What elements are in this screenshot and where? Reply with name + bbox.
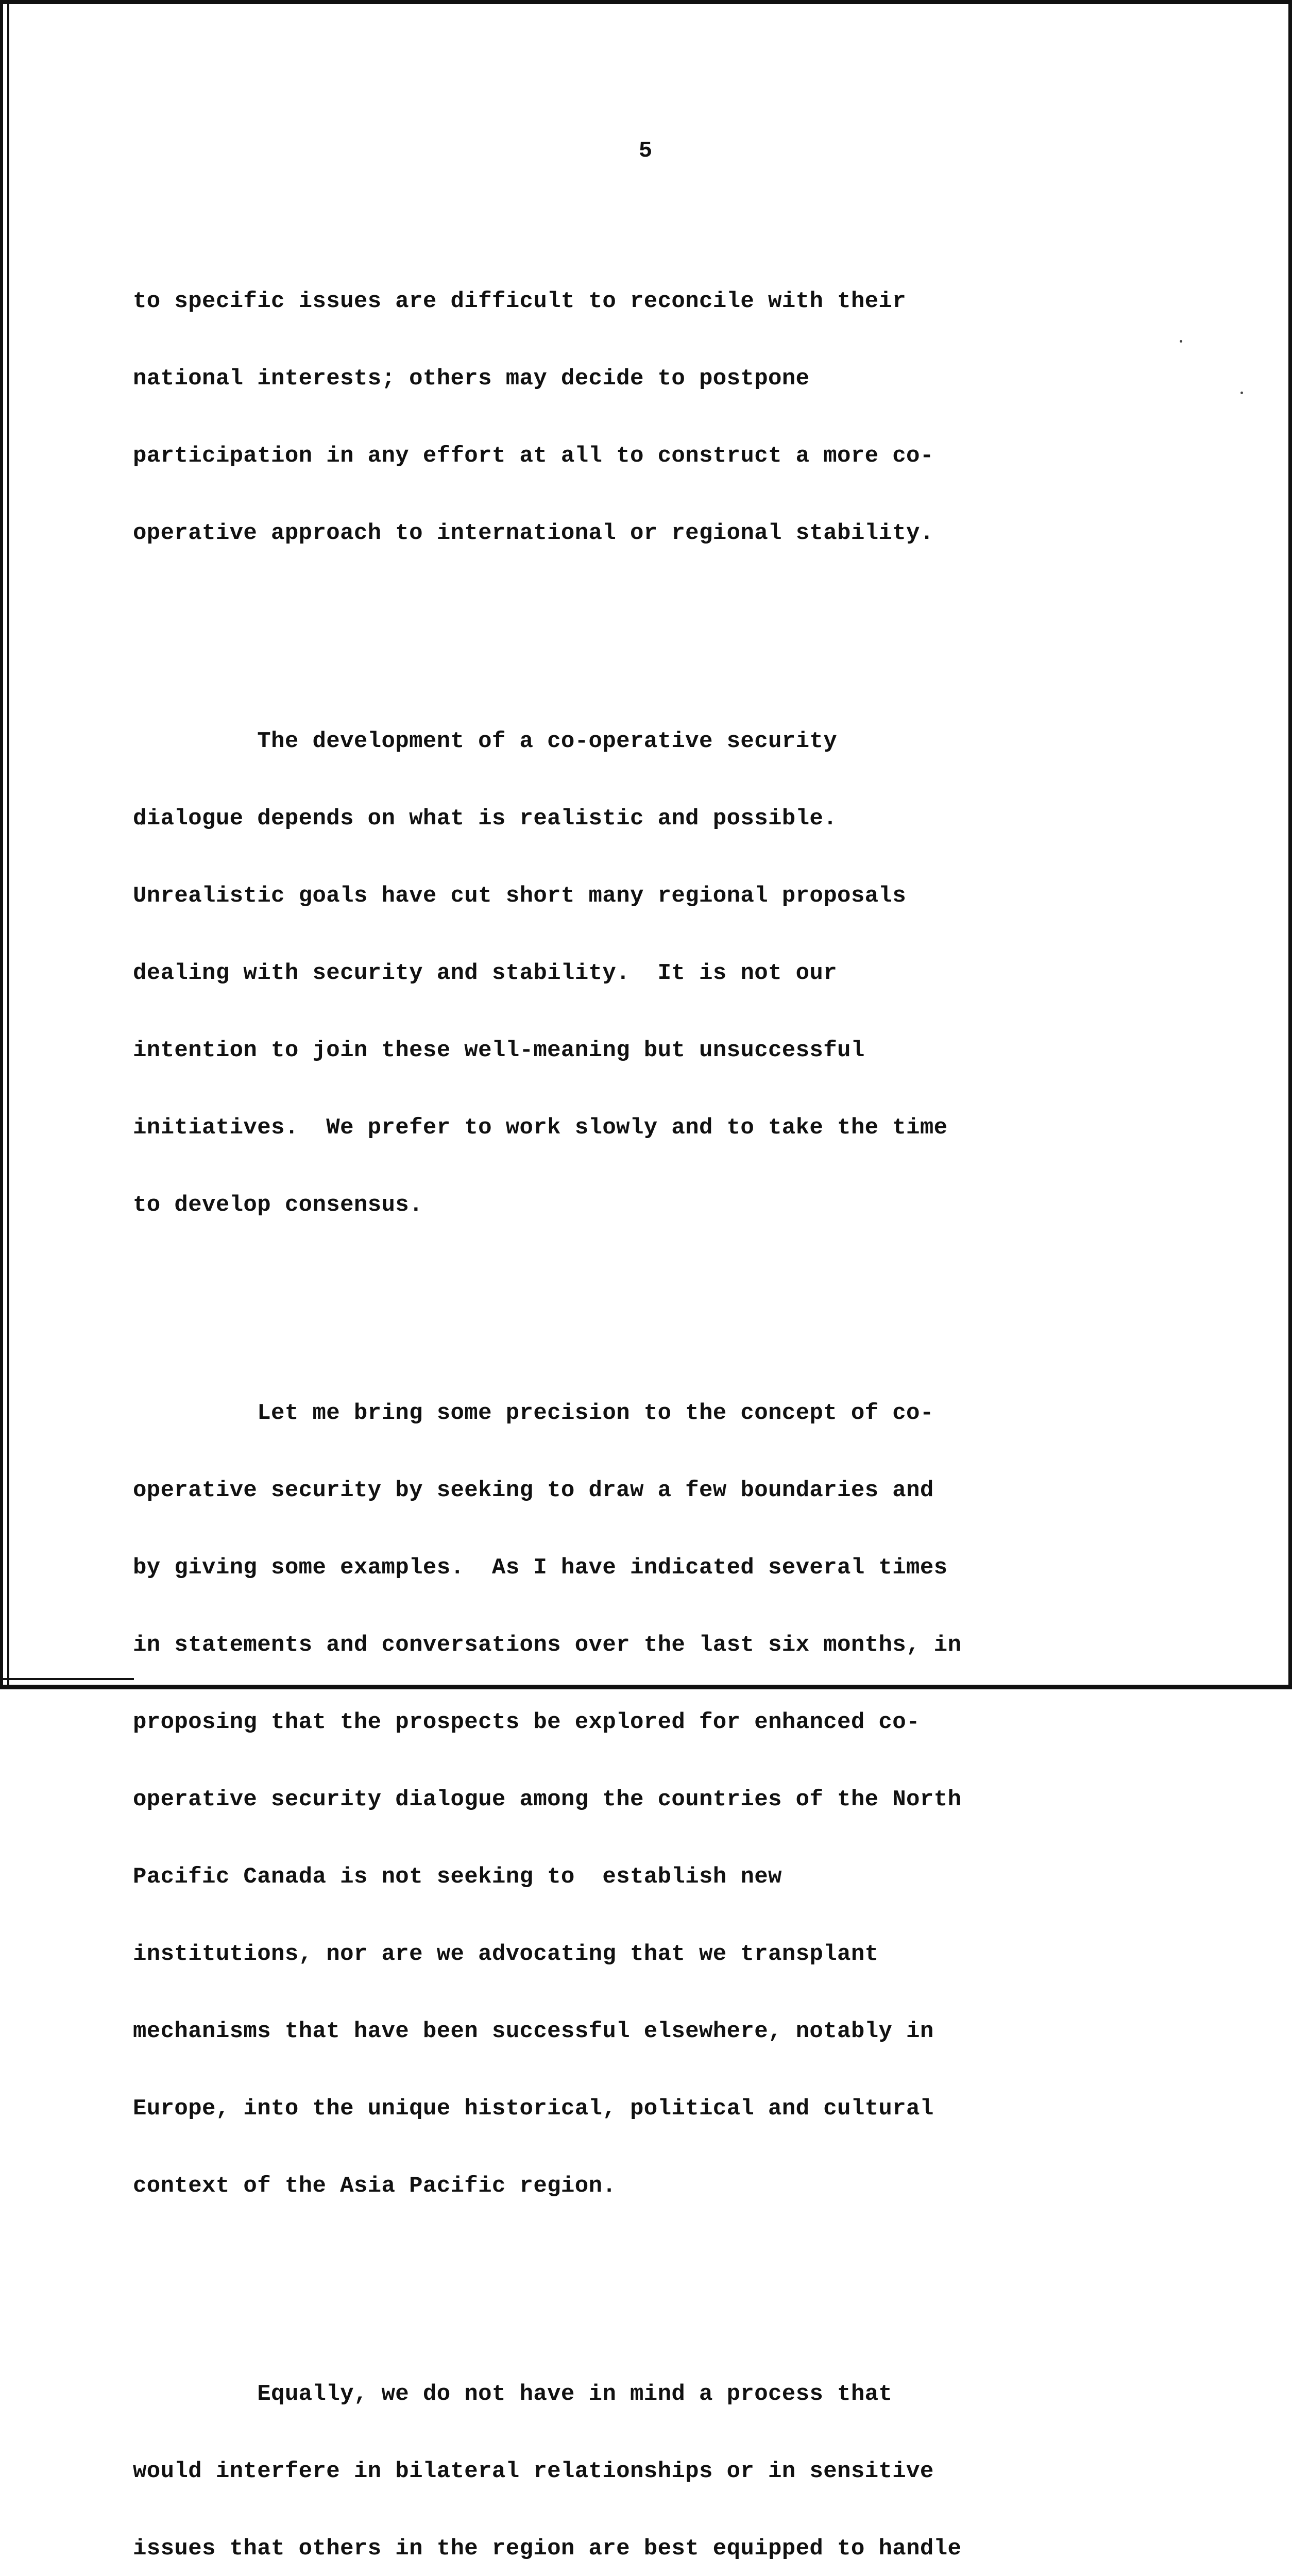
page-border-right <box>1288 0 1292 1689</box>
text-line: proposing that the prospects be explored for enhanced co- <box>133 1709 920 1735</box>
page-corner-mark <box>0 1678 134 1680</box>
document-body <box>133 185 1112 2576</box>
paragraph <box>133 677 1112 1269</box>
text-line: Let me bring some precision to the concept of co- <box>133 1400 934 1426</box>
text-line: in statements and conversations over the last six months, in <box>133 1632 962 1658</box>
text-line: issues that others in the region are best equipped to handle <box>133 2536 962 2562</box>
text-line: dealing with security and stability. It is not our <box>133 960 838 986</box>
paragraph <box>133 2330 1112 2576</box>
text-line: to develop consensus. <box>133 1192 423 1218</box>
text-line: participation in any effort at all to construct a more co- <box>133 443 934 469</box>
text-line: operative approach to international or regional stability. <box>133 520 934 546</box>
text-line: context of the Asia Pacific region. <box>133 2173 617 2199</box>
paragraph <box>133 1349 1112 2250</box>
paragraph <box>133 237 1112 598</box>
text-line: Pacific Canada is not seeking to establish new <box>133 1864 782 1890</box>
text-line: operative security by seeking to draw a few boundaries and <box>133 1478 934 1503</box>
page-number: 5 <box>638 138 654 164</box>
text-line: Equally, we do not have in mind a process that <box>133 2381 893 2407</box>
text-line: would interfere in bilateral relationships or in sensitive <box>133 2459 934 2484</box>
text-line: dialogue depends on what is realistic and possible. <box>133 806 838 832</box>
text-line: mechanisms that have been successful elsewhere, notably in <box>133 2019 934 2044</box>
text-line: institutions, nor are we advocating that we transplant <box>133 1941 879 1967</box>
text-line: initiatives. We prefer to work slowly and to take the time <box>133 1115 948 1141</box>
text-line: Unrealistic goals have cut short many regional proposals <box>133 883 907 909</box>
text-line: national interests; others may decide to postpone <box>133 366 810 392</box>
page-border-left <box>0 0 3 1689</box>
text-line: by giving some examples. As I have indicated several times <box>133 1555 948 1581</box>
text-line: intention to join these well-meaning but unsuccessful <box>133 1038 865 1063</box>
page-border-left-inner <box>7 0 9 1689</box>
text-line: operative security dialogue among the countries of the North <box>133 1787 962 1812</box>
scan-speck <box>1240 392 1243 394</box>
text-line: to specific issues are difficult to reconcile with their <box>133 289 907 314</box>
text-line: The development of a co-operative security <box>133 728 838 754</box>
page-border-top <box>0 0 1292 4</box>
scan-speck <box>1180 340 1182 343</box>
text-line: Europe, into the unique historical, political and cultural <box>133 2096 934 2122</box>
